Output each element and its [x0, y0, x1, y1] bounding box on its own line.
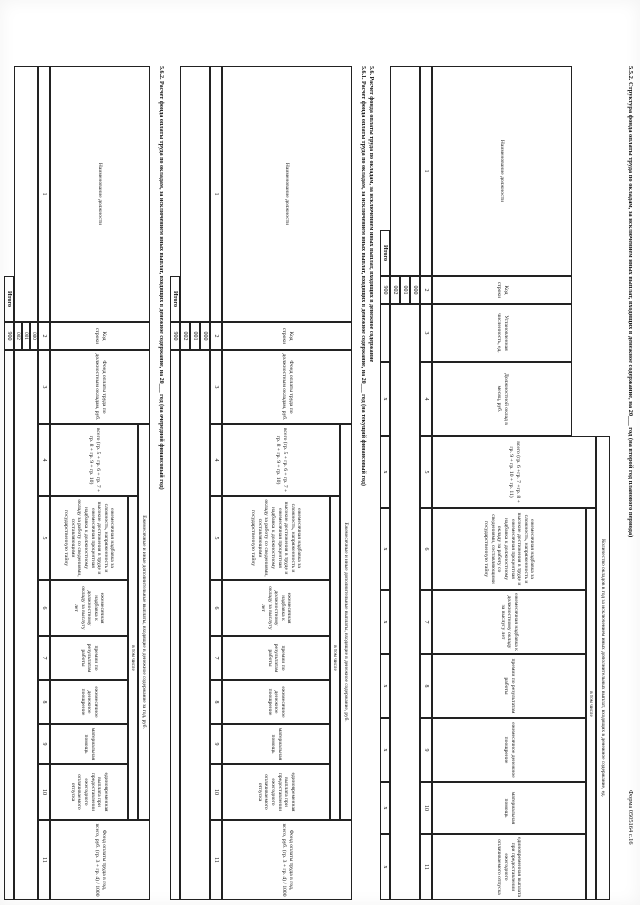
- sec3-num-7: 7: [38, 636, 50, 680]
- sec2-num-2: 2: [210, 322, 222, 350]
- sec2-values-area: [180, 350, 210, 900]
- sec3-num-2: 2: [38, 322, 50, 350]
- sec2-in-that: в том числе: [330, 496, 340, 820]
- sec2-code-001: 001: [190, 322, 200, 350]
- sec1-total-x-9: x: [380, 718, 390, 782]
- sec3-num-11: 11: [38, 820, 50, 900]
- sec1-col-total: всего (гр. 6 +гр. 7 +гр. 8 + гр. 9 + гр. 10 + гр. 11): [432, 436, 596, 508]
- sec1-in-that: в том числе: [586, 508, 596, 900]
- sec1-row-name-cell: [390, 66, 420, 276]
- sec3-total-code: 900: [4, 322, 14, 350]
- sec2-total-code: 900: [170, 322, 180, 350]
- sec1-col-code: Код строки: [432, 276, 572, 304]
- section1-title: 5.5.2. Структура фонда оплаты труда по окладам, за исключением иных выплат, входящих в денежное содержание, на 20___ год (на второй год планового периода): [627, 66, 634, 538]
- sec2-num-4: 4: [210, 424, 222, 496]
- sec3-c8: ежемесячное денежное поощрение: [50, 680, 128, 724]
- sec1-col-salary: Должностной оклад в месяц, руб.: [432, 362, 572, 436]
- sec1-num-1: 1: [420, 66, 432, 276]
- sec1-c9: ежемесячное денежное поощрение: [432, 718, 586, 782]
- sec2-num-11: 11: [210, 820, 222, 900]
- sec3-code-001: 001: [22, 322, 30, 350]
- sec3-num-5: 5: [38, 496, 50, 580]
- sec2-num-10: 10: [210, 764, 222, 820]
- sec3-code-000: 000: [30, 322, 38, 350]
- sec3-num-10: 10: [38, 764, 50, 820]
- sec1-total-x-4: x: [380, 362, 390, 436]
- sec1-total-x-7: x: [380, 590, 390, 654]
- sec1-group-header: Количество окладов в год за исключением иных дополнительных выплат, входящих в денежное содержание, ед.: [596, 436, 610, 900]
- sec1-num-4: 4: [420, 362, 432, 436]
- sec2-c7: премии по результатам работы: [222, 636, 330, 680]
- sec1-num-10: 10: [420, 782, 432, 834]
- sec3-col-name: Наименование должности: [50, 66, 150, 322]
- sec1-num-11: 11: [420, 834, 432, 900]
- sec2-code-002: 002: [180, 322, 190, 350]
- sec3-num-6: 6: [38, 580, 50, 636]
- sec1-c8: премии по результатам работы: [432, 654, 586, 718]
- sec1-col-staff: Установленная численность, ед.: [432, 304, 572, 362]
- sec3-group-header: Ежемесячные и иные дополнительные выплаты, входящие в денежное содержание за год, руб.: [138, 424, 150, 820]
- form-code: Форма 0505164 с.16: [627, 790, 634, 845]
- sec1-total-x-11: x: [380, 834, 390, 900]
- sec2-num-3: 3: [210, 350, 222, 424]
- section2-title-b: 5.6.1. Расчет фонда оплаты труда по окладам, за исключением иных выплат, входящих в денежное содержание, на 20___ год (на текущий финансовый год): [360, 66, 366, 486]
- sec2-col-code: Код строки: [222, 322, 352, 350]
- sec2-c6: ежемесячная надбавка к должностному окладу за выслугу лет: [222, 580, 330, 636]
- sec2-num-7: 7: [210, 636, 222, 680]
- sec1-total-x-10: x: [380, 782, 390, 834]
- sec2-code-000: 000: [200, 322, 210, 350]
- sec1-c7: ежемесячная надбавка к должностному окладу за выслугу лет: [432, 590, 586, 654]
- sec1-num-6: 6: [420, 508, 432, 590]
- sec1-num-7: 7: [420, 590, 432, 654]
- sec3-num-1: 1: [38, 66, 50, 322]
- sec2-total-label: Итого: [170, 276, 180, 322]
- sec3-c6: ежемесячная надбавка к должностному окладу за выслугу лет: [50, 580, 128, 636]
- sec3-total-values: [4, 350, 14, 900]
- sec1-col-name: Наименование должности: [432, 66, 572, 276]
- sec3-col-fund: Фонд оплаты труда по должностным окладам, руб.: [50, 350, 150, 424]
- sec3-num-8: 8: [38, 680, 50, 724]
- sec3-c9: материальная помощь: [50, 724, 128, 764]
- sec3-code-002: 002: [14, 322, 22, 350]
- sec3-col-code: Код строки: [50, 322, 150, 350]
- sec2-total-values: [170, 350, 180, 900]
- sec3-num-4: 4: [38, 424, 50, 496]
- sec1-code-001: 001: [400, 276, 410, 304]
- sec1-total-label: Итого: [380, 230, 390, 276]
- sec2-c11: Фонд оплаты труда в год, всего, руб. (гр. 3 + гр. 4) / 1000: [222, 820, 352, 900]
- sec1-c11: единовременная выплата при предоставлении ежегодного оплачиваемого отпуска: [432, 834, 586, 900]
- sec1-total-x-6: x: [380, 508, 390, 590]
- sec3-c11: Фонд оплаты труда в год, всего, руб. (гр. 3 + гр. 4) / 1000: [50, 820, 150, 900]
- sec1-total-code: 900: [380, 276, 390, 304]
- sec1-code-000: 000: [410, 276, 420, 304]
- sec1-num-5: 5: [420, 436, 432, 508]
- sec3-in-that: в том числе: [128, 496, 138, 820]
- sec1-code-002: 002: [390, 276, 400, 304]
- sec1-num-8: 8: [420, 654, 432, 718]
- sec2-group-header: Ежемесячные и иные дополнительные выплаты, входящие в денежное содержание, руб.: [340, 424, 352, 820]
- sec2-c8: ежемесячное денежное поощрение: [222, 680, 330, 724]
- sec1-num-2: 2: [420, 276, 432, 304]
- sec2-num-1: 1: [210, 66, 222, 322]
- sec3-c10: единовременная выплата при предоставлении ежегодного оплачиваемого отпуска: [50, 764, 128, 820]
- sec1-total-x-8: x: [380, 654, 390, 718]
- sec3-num-9: 9: [38, 724, 50, 764]
- sec3-c7: премии по результатам работы: [50, 636, 128, 680]
- sec2-col-fund: Фонд оплаты труда по должностным окладам, руб.: [222, 350, 352, 424]
- sec3-values-area: [14, 350, 38, 900]
- sec2-num-5: 5: [210, 496, 222, 580]
- sec1-values-area: [390, 304, 420, 900]
- sec1-c10: материальная помощь: [432, 782, 586, 834]
- sec3-total-label: Итого: [4, 276, 14, 322]
- sec2-num-9: 9: [210, 724, 222, 764]
- sec2-num-6: 6: [210, 580, 222, 636]
- sec1-num-9: 9: [420, 718, 432, 782]
- sec2-c10: единовременная выплата при предоставлении ежегодного оплачиваемого отпуска: [222, 764, 330, 820]
- sec2-c9: материальная помощь: [222, 724, 330, 764]
- sec2-col-total: всего (гр. 5 + гр. 6 + гр. 7 + гр. 8 + гр. 9 + гр. 10): [222, 424, 340, 496]
- sec1-total-x-5: x: [380, 436, 390, 508]
- sec3-c5: ежемесячная надбавка за сложность, напряженность и высокие достижения в труде и ежемесячная процентная надбавка к должностному окладу за работу со сведениями, составляющими государственную тайну: [50, 496, 128, 580]
- sec3-col-total: всего (гр. 5 + гр. 6 + гр. 7 + гр. 8 + гр. 9 + гр. 10): [50, 424, 138, 496]
- sec2-num-8: 8: [210, 680, 222, 724]
- sec2-col-name: Наименование должности: [222, 66, 352, 322]
- sec1-c6: ежемесячная надбавка за сложность, напряженность и высокие достижения в труде и ежемесячная процентная надбавка к должностному окладу за работу со сведениями, составляющими государственную тайну: [432, 508, 586, 590]
- sec2-row-name-cell: [180, 66, 210, 322]
- sec1-total-staff: [380, 304, 390, 362]
- section2-title-a: 5.6. Расчет фонда оплаты труда по окладам, за исключением иных выплат, входящих в денежное содержание: [368, 66, 374, 363]
- sec2-c5: ежемесячная надбавка за сложность, напряженность и высокие достижения в труде и ежемесячная процентная надбавка к должностному окладу за работу со сведениями, составляющими государственную тайну: [222, 496, 330, 580]
- section3-title: 5.6.2. Расчет фонда оплаты труда по окладам, за исключением иных выплат, входящих в денежное содержание, на 20___ год (на очередной финансовый год): [158, 66, 164, 490]
- sec1-num-3: 3: [420, 304, 432, 362]
- sec3-num-3: 3: [38, 350, 50, 424]
- sec3-row-name-cell: [14, 66, 38, 322]
